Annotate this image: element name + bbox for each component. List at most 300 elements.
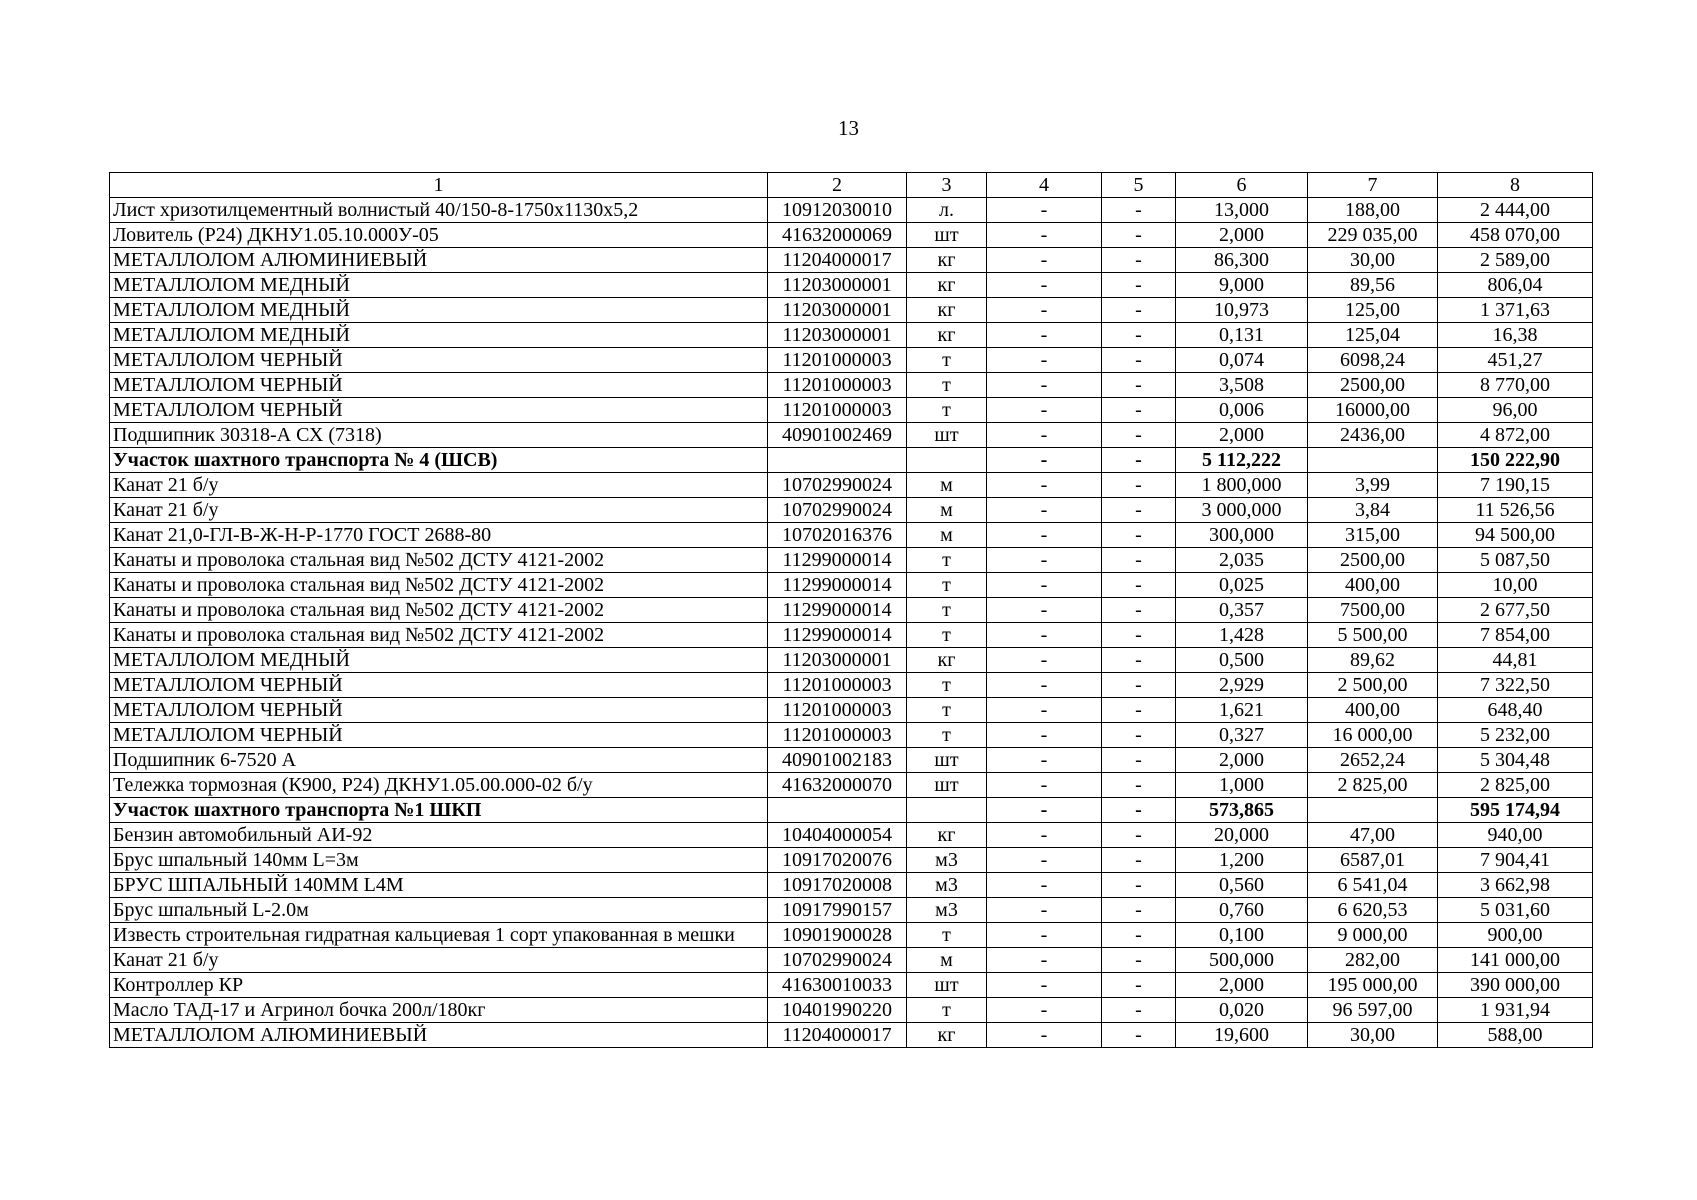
page-number: 13 xyxy=(838,116,859,140)
price-cell: 125,00 xyxy=(1308,298,1438,323)
item-code-cell: 10401990220 xyxy=(768,998,907,1023)
column-5-cell: - xyxy=(1102,298,1176,323)
column-4-cell: - xyxy=(987,973,1102,998)
unit-cell: кг xyxy=(907,648,987,673)
column-5-cell: - xyxy=(1102,723,1176,748)
item-name-cell: Канаты и проволока стальная вид №502 ДСТУ 4121-2002 xyxy=(110,548,768,573)
column-4-cell: - xyxy=(987,498,1102,523)
column-4-cell: - xyxy=(987,948,1102,973)
quantity-cell: 0,074 xyxy=(1176,348,1308,373)
item-name-cell: Масло ТАД-17 и Агринол бочка 200л/180кг xyxy=(110,998,768,1023)
item-code-cell: 10917990157 xyxy=(768,898,907,923)
price-cell: 195 000,00 xyxy=(1308,973,1438,998)
column-5-cell: - xyxy=(1102,848,1176,873)
unit-cell: кг xyxy=(907,323,987,348)
item-name-cell: Канат 21 б/у xyxy=(110,498,768,523)
column-4-cell: - xyxy=(987,323,1102,348)
quantity-cell: 2,000 xyxy=(1176,223,1308,248)
price-cell: 2652,24 xyxy=(1308,748,1438,773)
sum-cell: 900,00 xyxy=(1438,923,1593,948)
quantity-cell: 86,300 xyxy=(1176,248,1308,273)
sum-cell: 451,27 xyxy=(1438,348,1593,373)
unit-cell: шт xyxy=(907,973,987,998)
column-4-cell: - xyxy=(987,873,1102,898)
column-header: 7 xyxy=(1308,173,1438,198)
column-5-cell: - xyxy=(1102,623,1176,648)
column-header: 1 xyxy=(110,173,768,198)
item-code-cell: 10404000054 xyxy=(768,823,907,848)
item-name-cell: МЕТАЛЛОЛОМ ЧЕРНЫЙ xyxy=(110,698,768,723)
item-name-cell: Подшипник 30318-А СХ (7318) xyxy=(110,423,768,448)
price-cell xyxy=(1308,798,1438,823)
column-4-cell: - xyxy=(987,823,1102,848)
item-code-cell: 11201000003 xyxy=(768,698,907,723)
item-code-cell: 10702990024 xyxy=(768,498,907,523)
sum-cell: 7 854,00 xyxy=(1438,623,1593,648)
price-cell: 5 500,00 xyxy=(1308,623,1438,648)
item-code-cell xyxy=(768,798,907,823)
sum-cell: 940,00 xyxy=(1438,823,1593,848)
column-4-cell: - xyxy=(987,623,1102,648)
table-row xyxy=(110,623,1593,648)
item-code-cell: 10702016376 xyxy=(768,523,907,548)
sum-cell: 11 526,56 xyxy=(1438,498,1593,523)
column-4-cell: - xyxy=(987,273,1102,298)
sum-cell: 595 174,94 xyxy=(1438,798,1593,823)
unit-cell: м3 xyxy=(907,848,987,873)
table-row xyxy=(110,548,1593,573)
column-5-cell: - xyxy=(1102,998,1176,1023)
sum-cell: 2 677,50 xyxy=(1438,598,1593,623)
price-cell: 2 500,00 xyxy=(1308,673,1438,698)
sum-cell: 390 000,00 xyxy=(1438,973,1593,998)
sum-cell: 806,04 xyxy=(1438,273,1593,298)
unit-cell: т xyxy=(907,673,987,698)
unit-cell: шт xyxy=(907,773,987,798)
item-name-cell: Бензин автомобильный АИ-92 xyxy=(110,823,768,848)
item-name-cell: МЕТАЛЛОЛОМ ЧЕРНЫЙ xyxy=(110,673,768,698)
price-cell: 7500,00 xyxy=(1308,598,1438,623)
table-row xyxy=(110,923,1593,948)
sum-cell: 1 931,94 xyxy=(1438,998,1593,1023)
unit-cell: м xyxy=(907,523,987,548)
sum-cell: 44,81 xyxy=(1438,648,1593,673)
inventory-table xyxy=(109,172,1593,1048)
item-code-cell: 11201000003 xyxy=(768,673,907,698)
column-4-cell: - xyxy=(987,598,1102,623)
price-cell: 2 825,00 xyxy=(1308,773,1438,798)
price-cell: 16000,00 xyxy=(1308,398,1438,423)
item-code-cell: 41632000070 xyxy=(768,773,907,798)
unit-cell: шт xyxy=(907,423,987,448)
item-code-cell: 11299000014 xyxy=(768,598,907,623)
table-row xyxy=(110,323,1593,348)
sum-cell: 5 031,60 xyxy=(1438,898,1593,923)
table-row xyxy=(110,723,1593,748)
quantity-cell: 2,000 xyxy=(1176,423,1308,448)
table-row xyxy=(110,698,1593,723)
quantity-cell: 1,428 xyxy=(1176,623,1308,648)
item-name-cell: Канат 21 б/у xyxy=(110,473,768,498)
item-name-cell: МЕТАЛЛОЛОМ МЕДНЫЙ xyxy=(110,298,768,323)
item-code-cell: 11299000014 xyxy=(768,548,907,573)
item-name-cell: МЕТАЛЛОЛОМ МЕДНЫЙ xyxy=(110,323,768,348)
quantity-cell: 2,000 xyxy=(1176,748,1308,773)
column-5-cell: - xyxy=(1102,573,1176,598)
sum-cell: 10,00 xyxy=(1438,573,1593,598)
item-name-cell: Канат 21,0-ГЛ-В-Ж-Н-Р-1770 ГОСТ 2688-80 xyxy=(110,523,768,548)
price-cell: 96 597,00 xyxy=(1308,998,1438,1023)
price-cell: 188,00 xyxy=(1308,198,1438,223)
item-name-cell: МЕТАЛЛОЛОМ АЛЮМИНИЕВЫЙ xyxy=(110,248,768,273)
price-cell xyxy=(1308,448,1438,473)
column-5-cell: - xyxy=(1102,273,1176,298)
price-cell: 2500,00 xyxy=(1308,373,1438,398)
unit-cell: м xyxy=(907,473,987,498)
item-name-cell: Брус шпальный 140мм L=3м xyxy=(110,848,768,873)
column-5-cell: - xyxy=(1102,548,1176,573)
column-header: 5 xyxy=(1102,173,1176,198)
item-code-cell: 10702990024 xyxy=(768,473,907,498)
column-5-cell: - xyxy=(1102,323,1176,348)
table-row xyxy=(110,423,1593,448)
item-code-cell: 10917020008 xyxy=(768,873,907,898)
sum-cell: 7 190,15 xyxy=(1438,473,1593,498)
unit-cell: т xyxy=(907,398,987,423)
item-code-cell: 10702990024 xyxy=(768,948,907,973)
column-5-cell: - xyxy=(1102,948,1176,973)
column-4-cell: - xyxy=(987,348,1102,373)
column-5-cell: - xyxy=(1102,898,1176,923)
table-row xyxy=(110,598,1593,623)
quantity-cell: 0,500 xyxy=(1176,648,1308,673)
unit-cell: м xyxy=(907,498,987,523)
column-4-cell: - xyxy=(987,923,1102,948)
quantity-cell: 0,131 xyxy=(1176,323,1308,348)
price-cell: 282,00 xyxy=(1308,948,1438,973)
column-5-cell: - xyxy=(1102,448,1176,473)
sum-cell: 5 087,50 xyxy=(1438,548,1593,573)
item-code-cell: 11203000001 xyxy=(768,323,907,348)
table-row xyxy=(110,348,1593,373)
quantity-cell: 0,327 xyxy=(1176,723,1308,748)
sum-cell: 2 825,00 xyxy=(1438,773,1593,798)
sum-cell: 141 000,00 xyxy=(1438,948,1593,973)
sum-cell: 96,00 xyxy=(1438,398,1593,423)
column-5-cell: - xyxy=(1102,523,1176,548)
column-5-cell: - xyxy=(1102,423,1176,448)
column-4-cell: - xyxy=(987,898,1102,923)
item-code-cell: 10917020076 xyxy=(768,848,907,873)
item-code-cell: 11299000014 xyxy=(768,573,907,598)
table-row xyxy=(110,748,1593,773)
column-5-cell: - xyxy=(1102,673,1176,698)
sum-cell: 588,00 xyxy=(1438,1023,1593,1048)
quantity-cell: 0,760 xyxy=(1176,898,1308,923)
quantity-cell: 0,100 xyxy=(1176,923,1308,948)
item-name-cell: Лист хризотилцементный волнистый 40/150-8-1750х1130х5,2 xyxy=(110,198,768,223)
item-name-cell: Контроллер КР xyxy=(110,973,768,998)
column-4-cell: - xyxy=(987,773,1102,798)
column-header: 2 xyxy=(768,173,907,198)
column-4-cell: - xyxy=(987,423,1102,448)
column-5-cell: - xyxy=(1102,748,1176,773)
price-cell: 6 541,04 xyxy=(1308,873,1438,898)
quantity-cell: 1,000 xyxy=(1176,773,1308,798)
section-row xyxy=(110,448,1593,473)
section-row xyxy=(110,798,1593,823)
column-5-cell: - xyxy=(1102,973,1176,998)
unit-cell: т xyxy=(907,723,987,748)
sum-cell: 4 872,00 xyxy=(1438,423,1593,448)
quantity-cell: 500,000 xyxy=(1176,948,1308,973)
unit-cell: кг xyxy=(907,298,987,323)
item-name-cell: Известь строительная гидратная кальциевая 1 сорт упакованная в мешки xyxy=(110,923,768,948)
unit-cell: т xyxy=(907,923,987,948)
sum-cell: 458 070,00 xyxy=(1438,223,1593,248)
quantity-cell: 2,929 xyxy=(1176,673,1308,698)
quantity-cell: 300,000 xyxy=(1176,523,1308,548)
item-name-cell: МЕТАЛЛОЛОМ ЧЕРНЫЙ xyxy=(110,398,768,423)
item-name-cell: Канат 21 б/у xyxy=(110,948,768,973)
column-header: 6 xyxy=(1176,173,1308,198)
table-row xyxy=(110,473,1593,498)
unit-cell: т xyxy=(907,598,987,623)
table-row xyxy=(110,523,1593,548)
unit-cell: т xyxy=(907,373,987,398)
quantity-cell: 9,000 xyxy=(1176,273,1308,298)
unit-cell: м3 xyxy=(907,873,987,898)
sum-cell: 2 589,00 xyxy=(1438,248,1593,273)
table-row xyxy=(110,973,1593,998)
table-row xyxy=(110,398,1593,423)
unit-cell: т xyxy=(907,573,987,598)
item-code-cell: 11203000001 xyxy=(768,298,907,323)
price-cell: 6587,01 xyxy=(1308,848,1438,873)
column-5-cell: - xyxy=(1102,823,1176,848)
column-5-cell: - xyxy=(1102,698,1176,723)
item-name-cell: МЕТАЛЛОЛОМ ЧЕРНЫЙ xyxy=(110,373,768,398)
unit-cell: т xyxy=(907,623,987,648)
price-cell: 3,99 xyxy=(1308,473,1438,498)
price-cell: 2436,00 xyxy=(1308,423,1438,448)
table-row xyxy=(110,223,1593,248)
price-cell: 16 000,00 xyxy=(1308,723,1438,748)
column-5-cell: - xyxy=(1102,1023,1176,1048)
item-code-cell: 10901900028 xyxy=(768,923,907,948)
column-4-cell: - xyxy=(987,298,1102,323)
table-row xyxy=(110,648,1593,673)
price-cell: 89,56 xyxy=(1308,273,1438,298)
table-row xyxy=(110,273,1593,298)
column-4-cell: - xyxy=(987,698,1102,723)
table-row xyxy=(110,498,1593,523)
column-5-cell: - xyxy=(1102,598,1176,623)
column-5-cell: - xyxy=(1102,473,1176,498)
column-5-cell: - xyxy=(1102,798,1176,823)
price-cell: 125,04 xyxy=(1308,323,1438,348)
column-4-cell: - xyxy=(987,248,1102,273)
unit-cell: шт xyxy=(907,223,987,248)
quantity-cell: 0,357 xyxy=(1176,598,1308,623)
column-5-cell: - xyxy=(1102,248,1176,273)
column-4-cell: - xyxy=(987,673,1102,698)
quantity-cell: 0,006 xyxy=(1176,398,1308,423)
unit-cell: кг xyxy=(907,248,987,273)
column-5-cell: - xyxy=(1102,373,1176,398)
unit-cell: т xyxy=(907,698,987,723)
table-row xyxy=(110,1023,1593,1048)
item-name-cell: МЕТАЛЛОЛОМ МЕДНЫЙ xyxy=(110,273,768,298)
table-row xyxy=(110,573,1593,598)
sum-cell: 5 232,00 xyxy=(1438,723,1593,748)
item-name-cell: Канаты и проволока стальная вид №502 ДСТУ 4121-2002 xyxy=(110,623,768,648)
column-4-cell: - xyxy=(987,198,1102,223)
column-5-cell: - xyxy=(1102,223,1176,248)
item-name-cell: Тележка тормозная (К900, Р24) ДКНУ1.05.00.000-02 б/у xyxy=(110,773,768,798)
table-body xyxy=(110,198,1593,1048)
column-4-cell: - xyxy=(987,1023,1102,1048)
unit-cell: т xyxy=(907,348,987,373)
price-cell: 229 035,00 xyxy=(1308,223,1438,248)
column-4-cell: - xyxy=(987,223,1102,248)
unit-cell: шт xyxy=(907,748,987,773)
item-name-cell: Участок шахтного транспорта № 4 (ШСВ) xyxy=(110,448,768,473)
sum-cell: 3 662,98 xyxy=(1438,873,1593,898)
column-4-cell: - xyxy=(987,723,1102,748)
sum-cell: 94 500,00 xyxy=(1438,523,1593,548)
quantity-cell: 1 800,000 xyxy=(1176,473,1308,498)
quantity-cell: 13,000 xyxy=(1176,198,1308,223)
quantity-cell: 3 000,000 xyxy=(1176,498,1308,523)
column-5-cell: - xyxy=(1102,498,1176,523)
column-4-cell: - xyxy=(987,548,1102,573)
unit-cell: т xyxy=(907,998,987,1023)
item-name-cell: Ловитель (Р24) ДКНУ1.05.10.000У-05 xyxy=(110,223,768,248)
table-row xyxy=(110,948,1593,973)
item-name-cell: МЕТАЛЛОЛОМ МЕДНЫЙ xyxy=(110,648,768,673)
table-row xyxy=(110,198,1593,223)
quantity-cell: 0,020 xyxy=(1176,998,1308,1023)
price-cell: 6098,24 xyxy=(1308,348,1438,373)
quantity-cell: 0,025 xyxy=(1176,573,1308,598)
item-code-cell: 11201000003 xyxy=(768,348,907,373)
price-cell: 2500,00 xyxy=(1308,548,1438,573)
price-cell: 89,62 xyxy=(1308,648,1438,673)
column-number-row xyxy=(110,173,1593,198)
unit-cell xyxy=(907,798,987,823)
item-code-cell: 11201000003 xyxy=(768,398,907,423)
column-header: 3 xyxy=(907,173,987,198)
table-row xyxy=(110,873,1593,898)
column-4-cell: - xyxy=(987,648,1102,673)
sum-cell: 1 371,63 xyxy=(1438,298,1593,323)
unit-cell: л. xyxy=(907,198,987,223)
sum-cell: 2 444,00 xyxy=(1438,198,1593,223)
column-4-cell: - xyxy=(987,398,1102,423)
item-code-cell: 11203000001 xyxy=(768,648,907,673)
quantity-cell: 0,560 xyxy=(1176,873,1308,898)
unit-cell xyxy=(907,448,987,473)
column-4-cell: - xyxy=(987,848,1102,873)
sum-cell: 5 304,48 xyxy=(1438,748,1593,773)
item-code-cell: 40901002469 xyxy=(768,423,907,448)
item-code-cell: 11203000001 xyxy=(768,273,907,298)
quantity-cell: 5 112,222 xyxy=(1176,448,1308,473)
item-code-cell: 11201000003 xyxy=(768,373,907,398)
price-cell: 9 000,00 xyxy=(1308,923,1438,948)
unit-cell: т xyxy=(907,548,987,573)
item-name-cell: Участок шахтного транспорта №1 ШКП xyxy=(110,798,768,823)
table-row xyxy=(110,848,1593,873)
price-cell: 30,00 xyxy=(1308,248,1438,273)
column-4-cell: - xyxy=(987,523,1102,548)
price-cell: 315,00 xyxy=(1308,523,1438,548)
table-row xyxy=(110,298,1593,323)
item-name-cell: МЕТАЛЛОЛОМ ЧЕРНЫЙ xyxy=(110,348,768,373)
quantity-cell: 20,000 xyxy=(1176,823,1308,848)
sum-cell: 16,38 xyxy=(1438,323,1593,348)
item-name-cell: МЕТАЛЛОЛОМ ЧЕРНЫЙ xyxy=(110,723,768,748)
table-row xyxy=(110,248,1593,273)
price-cell: 30,00 xyxy=(1308,1023,1438,1048)
quantity-cell: 573,865 xyxy=(1176,798,1308,823)
item-code-cell: 11204000017 xyxy=(768,248,907,273)
sum-cell: 7 904,41 xyxy=(1438,848,1593,873)
price-cell: 400,00 xyxy=(1308,573,1438,598)
item-code-cell: 10912030010 xyxy=(768,198,907,223)
item-code-cell: 41632000069 xyxy=(768,223,907,248)
column-4-cell: - xyxy=(987,373,1102,398)
table-row xyxy=(110,673,1593,698)
item-code-cell: 40901002183 xyxy=(768,748,907,773)
quantity-cell: 19,600 xyxy=(1176,1023,1308,1048)
quantity-cell: 1,621 xyxy=(1176,698,1308,723)
table-row xyxy=(110,373,1593,398)
column-5-cell: - xyxy=(1102,773,1176,798)
price-cell: 3,84 xyxy=(1308,498,1438,523)
item-name-cell: Брус шпальный L-2.0м xyxy=(110,898,768,923)
item-code-cell: 11204000017 xyxy=(768,1023,907,1048)
sum-cell: 7 322,50 xyxy=(1438,673,1593,698)
unit-cell: кг xyxy=(907,1023,987,1048)
unit-cell: м3 xyxy=(907,898,987,923)
sum-cell: 648,40 xyxy=(1438,698,1593,723)
sum-cell: 8 770,00 xyxy=(1438,373,1593,398)
column-4-cell: - xyxy=(987,798,1102,823)
item-code-cell xyxy=(768,448,907,473)
sum-cell: 150 222,90 xyxy=(1438,448,1593,473)
price-cell: 47,00 xyxy=(1308,823,1438,848)
quantity-cell: 2,000 xyxy=(1176,973,1308,998)
quantity-cell: 10,973 xyxy=(1176,298,1308,323)
column-header: 8 xyxy=(1438,173,1593,198)
item-code-cell: 11299000014 xyxy=(768,623,907,648)
table-row xyxy=(110,773,1593,798)
unit-cell: кг xyxy=(907,273,987,298)
column-4-cell: - xyxy=(987,573,1102,598)
item-code-cell: 41630010033 xyxy=(768,973,907,998)
column-4-cell: - xyxy=(987,473,1102,498)
price-cell: 400,00 xyxy=(1308,698,1438,723)
quantity-cell: 2,035 xyxy=(1176,548,1308,573)
unit-cell: кг xyxy=(907,823,987,848)
unit-cell: м xyxy=(907,948,987,973)
column-5-cell: - xyxy=(1102,923,1176,948)
column-4-cell: - xyxy=(987,748,1102,773)
quantity-cell: 1,200 xyxy=(1176,848,1308,873)
column-5-cell: - xyxy=(1102,198,1176,223)
